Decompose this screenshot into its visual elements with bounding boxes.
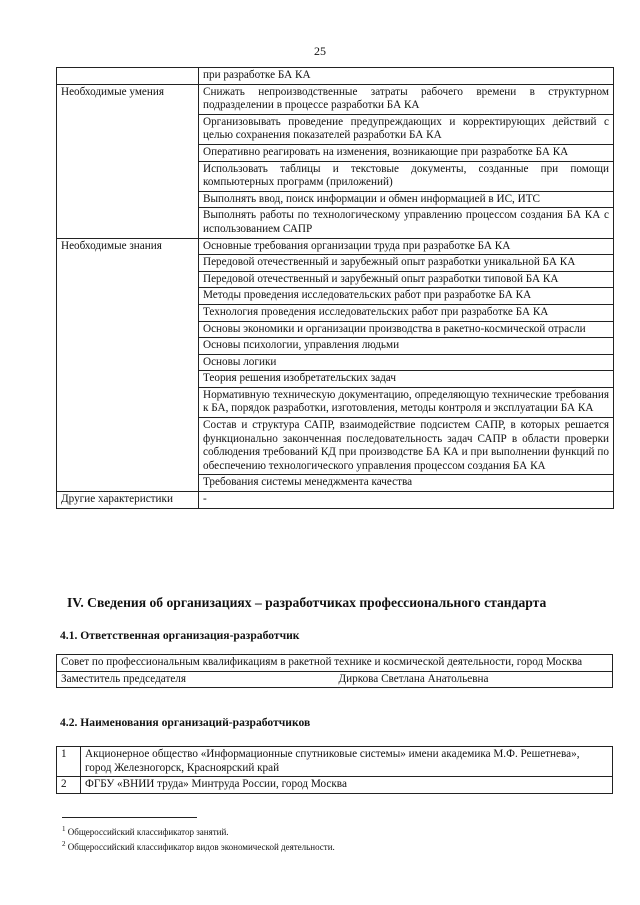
table-row — [57, 747, 613, 777]
footnote-mark: 1 — [62, 825, 66, 833]
responsible-org-table — [56, 654, 613, 688]
row-value: Организовывать проведение предупреждающих и корректирующих действий с целью сохранения показателей разработки БА КА — [199, 114, 614, 144]
table-row — [57, 68, 614, 85]
table-row — [57, 655, 613, 672]
footnote — [62, 823, 335, 838]
developers-table — [56, 746, 613, 794]
row-label: Другие характеристики — [57, 492, 199, 509]
footnote-text: Общероссийский классификатор видов экономической деятельности. — [67, 842, 335, 852]
footnote-text: Общероссийский классификатор занятий. — [67, 827, 229, 837]
developer-number: 2 — [57, 777, 81, 794]
row-value: Основы логики — [199, 354, 614, 371]
responsible-role: Заместитель председателя — [57, 671, 335, 688]
footnote — [62, 838, 335, 853]
row-value: Нормативную техническую документацию, определяющую технические требования к БА, порядок разработки, изготовления, методы контроля и эксплуатации БА КА — [199, 387, 614, 417]
developer-name: Акционерное общество «Информационные спутниковые системы» имени академика М.Ф. Решетнева», город Железногорск, Красноярский край — [81, 747, 613, 777]
table-row — [57, 84, 614, 114]
row-value: Снижать непроизводственные затраты рабочего времени в структурном подразделении в процессе разработки БА КА — [199, 84, 614, 114]
row-value: Выполнять ввод, поиск информации и обмен информацией в ИС, ИТС — [199, 191, 614, 208]
table-row — [57, 671, 613, 688]
row-label: Необходимые знания — [57, 238, 199, 492]
page-number: 25 — [314, 44, 326, 58]
skills-knowledge-table — [56, 67, 614, 509]
row-value: Оперативно реагировать на изменения, возникающие при разработке БА КА — [199, 144, 614, 161]
row-value: Основные требования организации труда при разработке БА КА — [199, 238, 614, 255]
developer-number: 1 — [57, 747, 81, 777]
row-value: Основы экономики и организации производства в ракетно-космической отрасли — [199, 321, 614, 338]
responsible-org-heading: 4.1. Ответственная организация-разработчик — [60, 629, 300, 642]
row-label — [57, 68, 199, 85]
row-value: Состав и структура САПР, взаимодействие подсистем САПР, в которых решается функционально законченная последовательность задач САПР в области проверки соблюдения требований КД при производстве БА КА и при выполнении функций по обеспечению технологического управления процессом создания БА КА — [199, 418, 614, 475]
row-label: Необходимые умения — [57, 84, 199, 238]
row-value: Использовать таблицы и текстовые документы, созданные при помощи компьютерных программ (приложений) — [199, 161, 614, 191]
skills-knowledge-table-body — [57, 68, 614, 509]
table-row — [57, 777, 613, 794]
developer-name: ФГБУ «ВНИИ труда» Минтруда России, город Москва — [81, 777, 613, 794]
row-value: Методы проведения исследовательских работ при разработке БА КА — [199, 288, 614, 305]
footnote-divider — [62, 817, 197, 818]
row-value: - — [199, 492, 614, 509]
row-value: Технология проведения исследовательских работ при разработке БА КА — [199, 304, 614, 321]
responsible-person: Диркова Светлана Анатольевна — [335, 671, 613, 688]
row-value: при разработке БА КА — [199, 68, 614, 85]
row-value: Основы психологии, управления людьми — [199, 338, 614, 355]
developers-heading: 4.2. Наименования организаций-разработчиков — [60, 716, 311, 729]
row-value: Теория решения изобретательских задач — [199, 371, 614, 388]
row-value: Передовой отечественный и зарубежный опыт разработки типовой БА КА — [199, 271, 614, 288]
responsible-org-name: Совет по профессиональным квалификациям в ракетной технике и космической деятельности, город Москва — [57, 655, 613, 672]
table-row — [57, 492, 614, 509]
footnote-mark: 2 — [62, 840, 66, 848]
section-title: IV. Сведения об организациях – разработчиках профессионального стандарта — [67, 595, 547, 610]
row-value: Требования системы менеджмента качества — [199, 475, 614, 492]
footnotes — [62, 823, 335, 853]
row-value: Передовой отечественный и зарубежный опыт разработки уникальной БА КА — [199, 255, 614, 272]
table-row — [57, 238, 614, 255]
row-value: Выполнять работы по технологическому управлению процессом создания БА КА с использованием САПР — [199, 208, 614, 238]
